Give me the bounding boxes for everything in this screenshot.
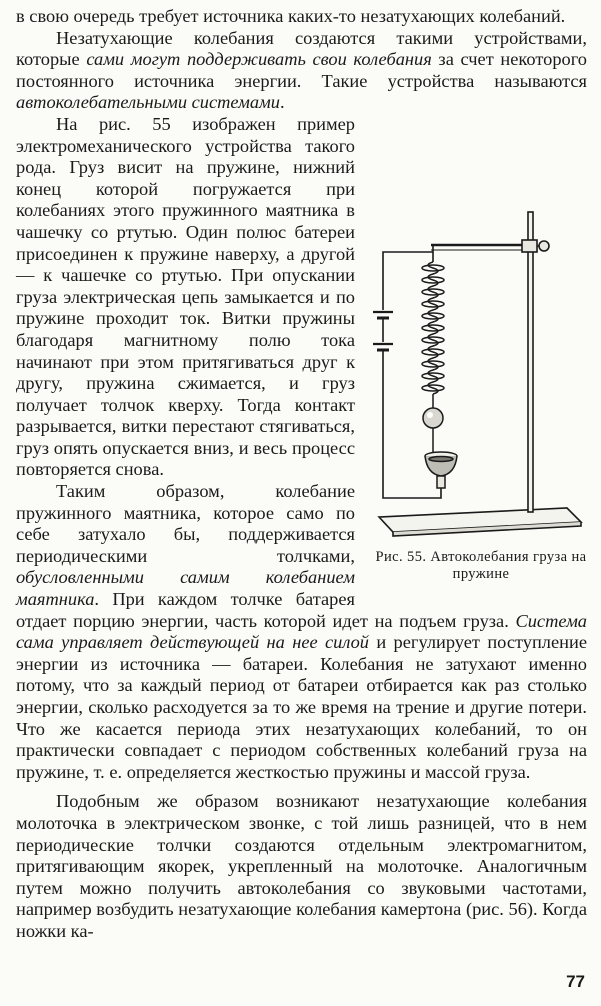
text-run: Незатухающие колебания создаются такими устройствами, которые [16, 27, 587, 70]
figure-caption: Рис. 55. Автоколебания груза на пружине [375, 549, 587, 583]
text-run: и регулирует поступление энергии из источника — батареи. Колебания не затухают именно потому, что за каждый период от батареи отбирается как раз столько энергии, сколько расходуется за то же время на трение и другие потери. Что же касается периода этих незатухающих колебаний, то он практически совпадает с периодом собственных колебаний груза на пружине, т. е. определяется жесткостью пружины и массой груза. [16, 632, 587, 782]
weight [423, 408, 443, 454]
text-run: . [280, 92, 285, 113]
text-run: На рис. 55 изображен пример электромеханического устройства такого рода. Груз висит на пружине, нижний конец которой погружается при колебаниях этого пружинного маятника в чашечку со ртутью. Один полюс батереи присоединен к пружине наверху, а другой — к чашечке со ртутью. При опускании груза электрическая цепь замыкается и по пружине проходит ток. Витки пружины благодаря магнитному полю тока начинают при этом притягиваться друг к другу, пружина сжимается, и груз получает толчок кверху. Тогда контакт разрывается, витки перестают стягиваться, груз опять опускается вниз, и весь процесс повторяется снова. [16, 113, 355, 480]
text-run: Таким образом, колебание пружинного маятника, которое само по себе затухало бы, поддерживается периодическими толчками, [16, 481, 355, 566]
paragraph [16, 6, 587, 28]
emphasis-text: обусловленными самим колебанием маятника [16, 567, 355, 610]
text-run: . При каждом толчке батарея отдает порцию энергии, часть которой идет на подъем груза. [16, 589, 516, 631]
text-run: Подобным же образом возникают незатухающие колебания молоточка в электрическом звонке, с той лишь разницей, что в нем периодические толчки создаются отдельным электромагнитом, притягивающим якорек, укрепленный на молоточке. Аналогичным путем можно получить автоколебания со звуковыми частотами, например возбудить незатухающие колебания камертона (рис. 56). Когда ножки ка- [16, 791, 587, 941]
emphasis-text: автоколебательными системами [16, 92, 280, 113]
page-number: 77 [566, 972, 585, 991]
figure-55 [369, 202, 593, 602]
emphasis-text: сами могут поддерживать свои колебания [86, 49, 432, 70]
text-run: в свою очередь требует источника каких-то незатухающих колебаний. [16, 6, 566, 26]
spring-pendulum-illustration [371, 202, 591, 547]
mercury-cup [425, 452, 457, 488]
page-text [16, 6, 587, 943]
paragraph [16, 791, 587, 942]
spring [422, 262, 444, 408]
paragraph [16, 28, 587, 114]
emphasis-text: Система сама управляет действующей на нее силой [16, 610, 587, 653]
stand-rod [528, 212, 533, 512]
text-run: за счет некоторого постоянного источника энергии. Такие устройства называются [16, 49, 587, 91]
